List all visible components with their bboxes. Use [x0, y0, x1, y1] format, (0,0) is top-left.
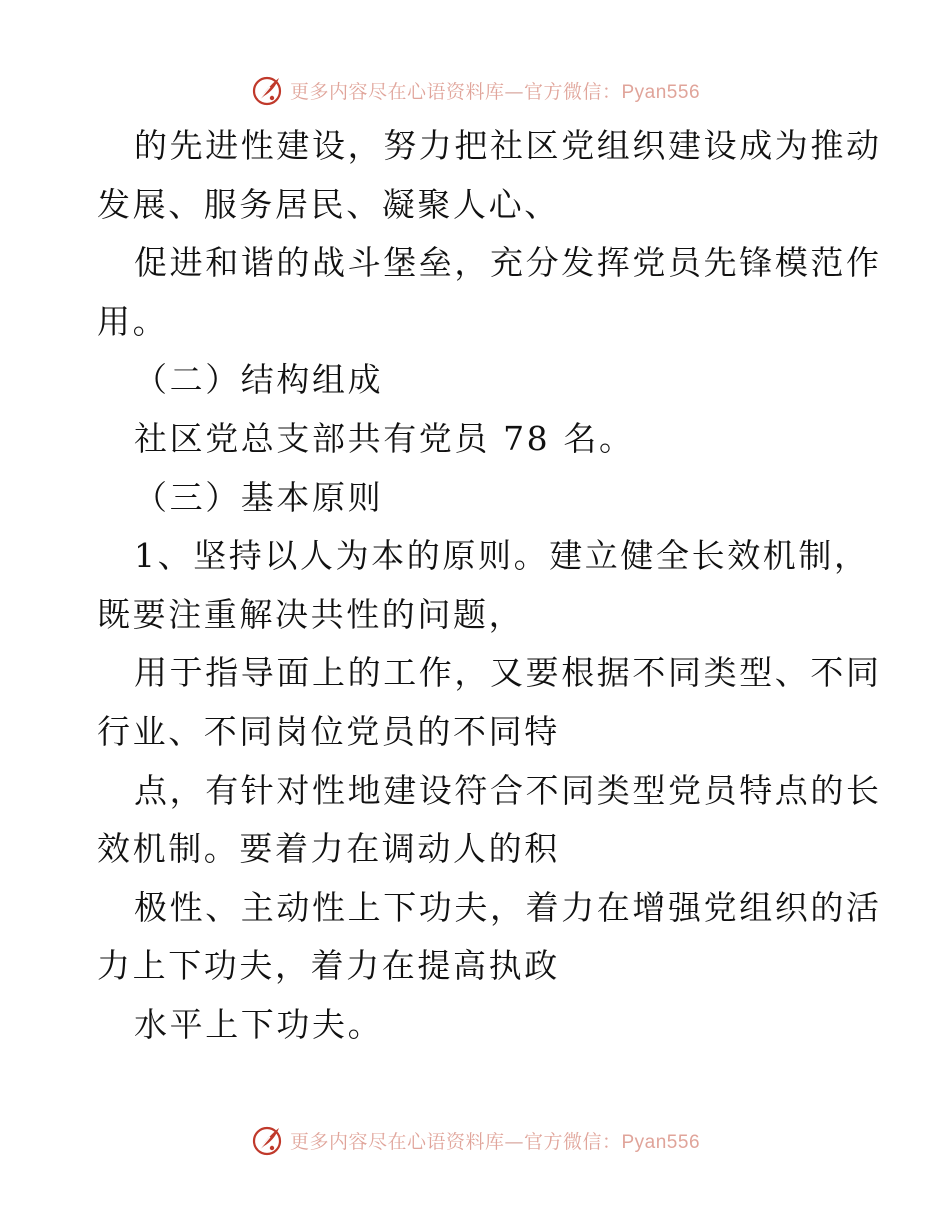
- paragraph-line: 点，有针对性地建设符合不同类型党员特点的长: [134, 770, 882, 810]
- section-heading: （三）基本原则: [134, 477, 384, 517]
- document-body: [97, 117, 882, 1055]
- paragraph-line: 用于指导面上的工作，又要根据不同类型、不同: [134, 653, 882, 693]
- header-watermark: [0, 70, 950, 110]
- feather-quill-logo-icon: [250, 73, 284, 107]
- watermark-wechat-id: Pyan556: [621, 1131, 701, 1153]
- watermark-group: [250, 1123, 700, 1157]
- watermark-text: [290, 1127, 700, 1154]
- paragraph-line: 发展、服务居民、凝聚人心、: [97, 184, 560, 224]
- paragraph-line: 的先进性建设，努力把社区党组织建设成为推动: [134, 126, 882, 165]
- feather-quill-logo-icon: [250, 1123, 284, 1157]
- watermark-site-name: 更多内容尽在心语资料库: [289, 80, 505, 103]
- paragraph-line: 既要注重解决共性的问题，: [97, 594, 525, 634]
- paragraph-line: 用。: [97, 301, 169, 341]
- watermark-separator: —: [504, 1130, 524, 1153]
- watermark-wechat-id: Pyan556: [621, 81, 701, 103]
- watermark-official-label: 官方微信：: [523, 80, 622, 103]
- paragraph-line: 1、坚持以人为本的原则。建立健全长效机制，: [134, 536, 870, 576]
- watermark-official-label: 官方微信：: [523, 1130, 622, 1153]
- paragraph-line: 社区党总支部共有党员 78 名。: [134, 418, 635, 458]
- watermark-separator: —: [504, 80, 524, 103]
- section-heading: （二）结构组成: [134, 360, 384, 400]
- paragraph-line: 促进和谐的战斗堡垒，充分发挥党员先锋模范作: [134, 243, 882, 283]
- watermark-group: [250, 73, 700, 107]
- paragraph-line: 力上下功夫，着力在提高执政: [97, 946, 560, 986]
- watermark-text: [290, 77, 700, 104]
- watermark-site-name: 更多内容尽在心语资料库: [289, 1130, 505, 1153]
- paragraph-line: 水平上下功夫。: [134, 1004, 384, 1044]
- paragraph-line: 极性、主动性上下功夫，着力在增强党组织的活: [134, 887, 882, 927]
- footer-watermark: [0, 1120, 950, 1160]
- paragraph-line: 行业、不同岗位党员的不同特: [97, 711, 560, 751]
- paragraph-line: 效机制。要着力在调动人的积: [97, 829, 560, 869]
